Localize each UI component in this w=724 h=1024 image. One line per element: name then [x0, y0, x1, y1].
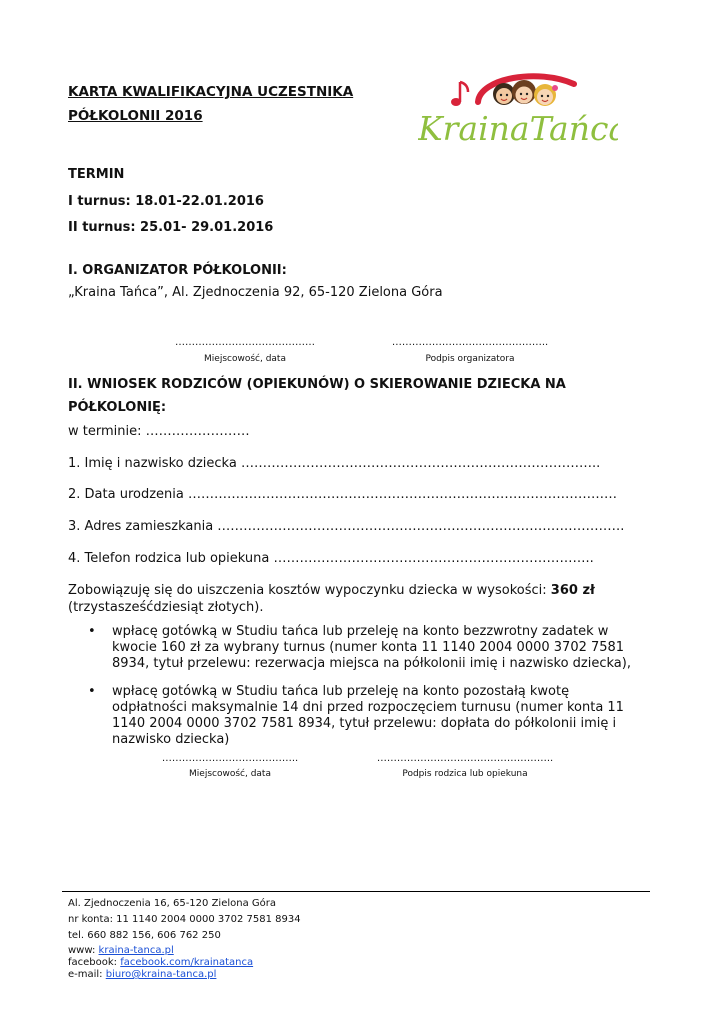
parent-place-date-label: Miejscowość, data — [189, 769, 271, 779]
website-link[interactable]: kraina-tanca.pl — [98, 945, 174, 956]
parent-signature-line: …………………………………………….. — [376, 753, 554, 764]
payment-terms-list — [88, 624, 643, 758]
footer-www-label: www: — [68, 945, 99, 956]
cost-amount: 360 zł — [550, 583, 595, 598]
music-note-icon — [451, 82, 468, 106]
section2-heading-line1: II. WNIOSEK RODZICÓW (OPIEKUNÓW) O SKIEROWANIE DZIECKA NA — [68, 377, 566, 392]
cost-statement-text: Zobowiązuję się do uiszczenia kosztów wypoczynku dziecka w wysokości: — [68, 583, 551, 598]
parent-place-date-line: ………………………………….. — [161, 753, 299, 764]
turn1-dates: I turnus: 18.01-22.01.2016 — [68, 194, 264, 209]
term-line: w terminie: …………………… — [68, 424, 250, 439]
bullet-icon: • — [88, 624, 96, 639]
kraina-tanca-logo — [418, 64, 618, 150]
children-faces-icon — [493, 80, 558, 106]
section2-heading-line2: PÓŁKOLONIĘ: — [68, 400, 167, 415]
svg-text:KrainaTańca: KrainaTańca — [418, 109, 618, 148]
document-title-line1: KARTA KWALIFIKACYJNA UCZESTNIKA — [68, 84, 354, 100]
organizer-signature-label: Podpis organizatora — [425, 354, 515, 364]
organizer-place-date-line: …………………………………… — [175, 337, 315, 348]
list-item — [88, 684, 643, 748]
cost-statement — [68, 583, 595, 598]
footer-facebook-label: facebook: — [68, 957, 121, 968]
footer-facebook — [68, 957, 253, 968]
footer-www — [68, 945, 174, 956]
organizer-signature-line: ……………………………………….. — [391, 337, 549, 348]
field-child-name: 1. Imię i nazwisko dziecka ……………………………………………………………………….. — [68, 456, 601, 471]
payment-term-deposit: wpłacę gotówką w Studiu tańca lub przeleję na konto bezzwrotny zadatek w kwocie 160 zł za wybrany turnus (numer konta 11 1140 2004 0000 3702 7581 8934, tytuł przelewu: rezerwacja miejsca na półkolonii imię i nazwisko dziecka), — [112, 624, 631, 671]
payment-term-balance: wpłacę gotówką w Studiu tańca lub przeleję na konto pozostałą kwotę odpłatności maksymalnie 14 dni przed rozpoczęciem turnusu (numer konta 11 1140 2004 0000 3702 7581 8934, tytuł przelewu: dopłata do półkolonii imię i nazwisko dziecka) — [112, 684, 624, 747]
document-title-line2: PÓŁKOLONII 2016 — [68, 108, 203, 124]
organizer-place-date-label: Miejscowość, data — [204, 354, 286, 364]
field-parent-phone: 4. Telefon rodzica lub opiekuna ……………………………………………………………….. — [68, 551, 594, 566]
footer-account: nr konta: 11 1140 2004 0000 3702 7581 8934 — [68, 914, 301, 925]
field-birth-date: 2. Data urodzenia ……………………………………………………………………………………… — [68, 487, 617, 502]
facebook-link[interactable]: facebook.com/krainatanca — [120, 957, 254, 968]
section1-heading: I. ORGANIZATOR PÓŁKOLONII: — [68, 263, 287, 278]
turn2-dates: II turnus: 25.01- 29.01.2016 — [68, 220, 274, 235]
cost-in-words: (trzystasześćdziesiąt złotych). — [68, 600, 264, 615]
footer-phone: tel. 660 882 156, 606 762 250 — [68, 930, 221, 941]
footer-email-label: e-mail: — [68, 969, 106, 980]
organizer-address: „Kraina Tańca”, Al. Zjednoczenia 92, 65-120 Zielona Góra — [68, 285, 443, 300]
email-link[interactable]: biuro@kraina-tanca.pl — [105, 969, 217, 980]
footer-address: Al. Zjednoczenia 16, 65-120 Zielona Góra — [68, 898, 276, 909]
parent-signature-label: Podpis rodzica lub opiekuna — [402, 769, 528, 779]
field-address: 3. Adres zamieszkania …………………………………………………………………………………. — [68, 519, 625, 534]
footer-email — [68, 969, 216, 980]
termin-heading: TERMIN — [68, 167, 125, 182]
bullet-icon: • — [88, 684, 96, 699]
list-item — [88, 624, 643, 672]
footer-divider — [62, 891, 650, 892]
